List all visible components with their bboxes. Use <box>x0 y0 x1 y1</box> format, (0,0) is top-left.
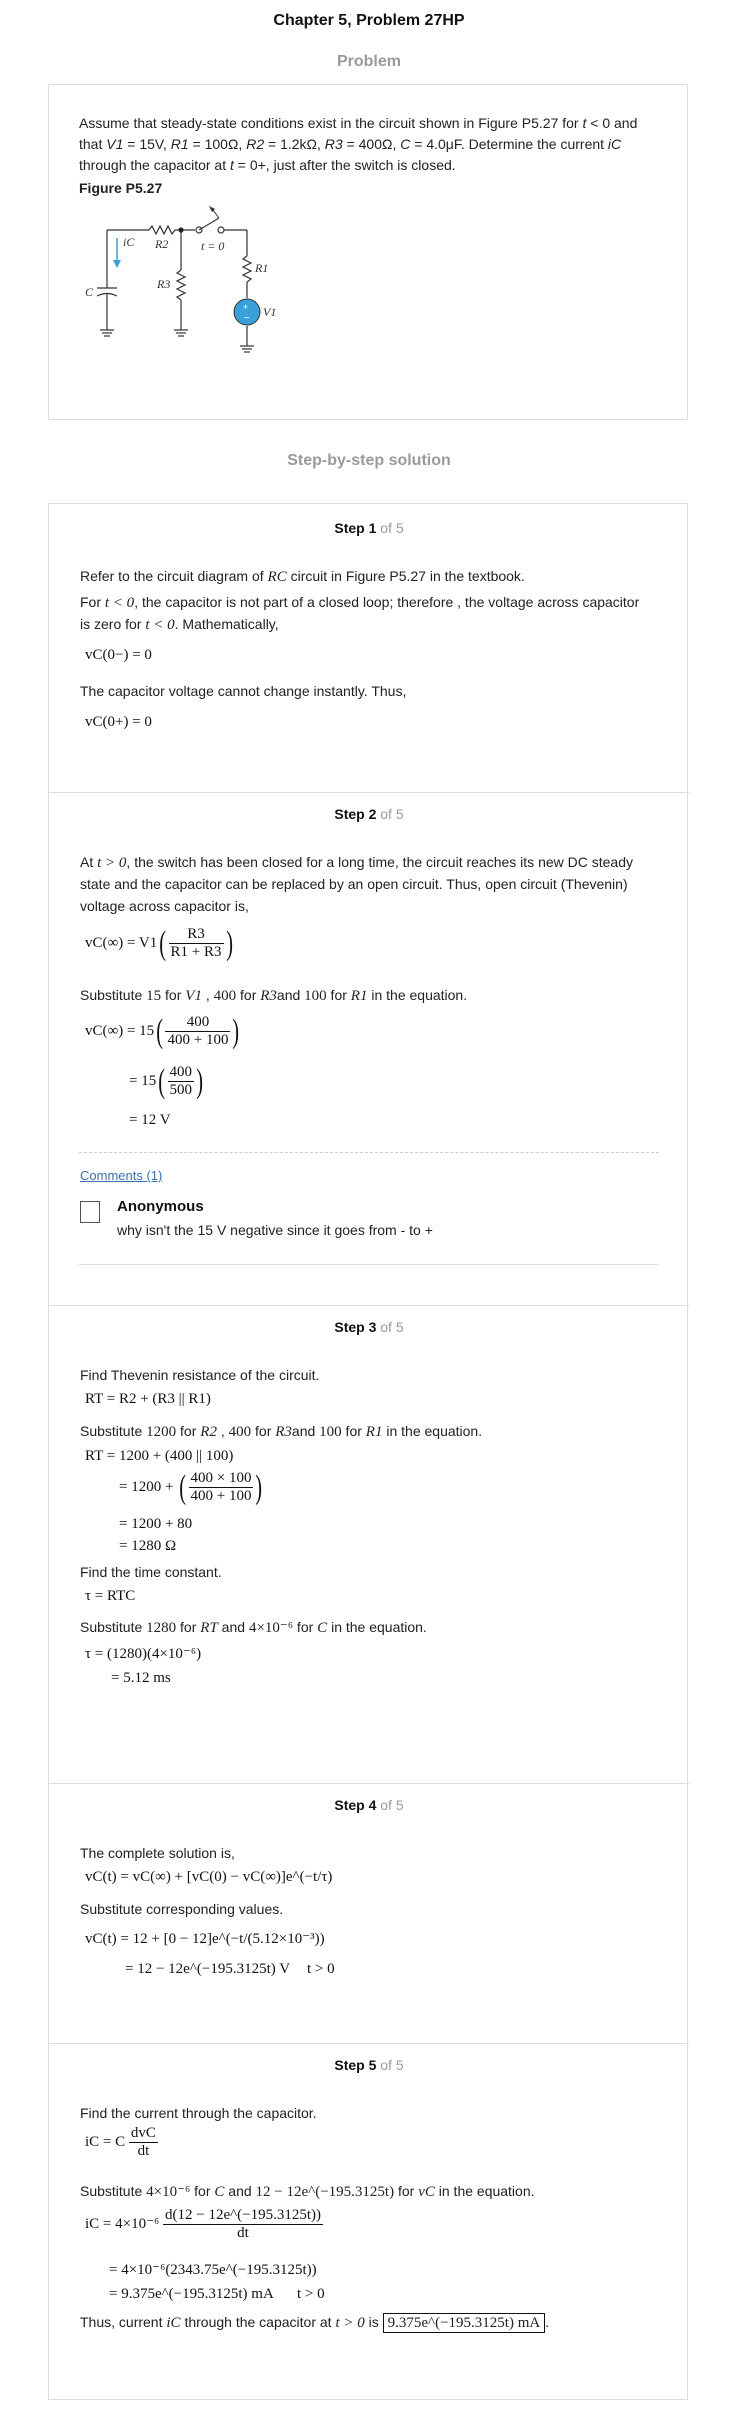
problem-heading: Problem <box>336 53 401 70</box>
step-2-substitute: Substitute 15 for V1 , 400 for R3and 100 for R1 in the equation. <box>80 987 468 1004</box>
svg-text:+: + <box>243 302 249 312</box>
step-2-line-3: voltage across capacitor is, <box>80 898 249 914</box>
step-3-eq-1: RT = R2 + (R3 || R1) <box>85 1391 211 1407</box>
comment-divider <box>79 1264 659 1265</box>
step-3-eq-7: τ = (1280)(4×10⁻⁶) <box>85 1646 202 1662</box>
step-3-line-1: Find Thevenin resistance of the circuit. <box>80 1367 320 1383</box>
step-2-line-2: state and the capacitor can be replaced by an open circuit. Thus, open circuit (Thevenin) <box>80 876 628 892</box>
step-2-eq-2: vC(∞) = 15( $\frac{400}{400 + 100}$ ) <box>85 1012 240 1050</box>
step-3-eq-5: = 1280 Ω <box>119 1538 177 1554</box>
step-1-title: Step 1 of 5 <box>334 520 404 536</box>
step-3-eq-4: = 1200 + 80 <box>119 1516 193 1532</box>
comment-text: why isn't the 15 V negative since it goes from - to + <box>117 1222 433 1238</box>
comments-link[interactable]: Comments (1) <box>80 1168 163 1183</box>
step-divider <box>49 1783 689 1784</box>
problem-card <box>48 84 688 420</box>
step-1-line-3: is zero for t < 0. Mathematically, <box>80 616 279 633</box>
step-4-line-1: The complete solution is, <box>80 1845 235 1861</box>
step-5-condition: t > 0 <box>297 2286 325 2302</box>
solution-heading: Step-by-step solution <box>287 452 451 469</box>
circuit-diagram <box>79 200 299 380</box>
step-5-line-1: Find the current through the capacitor. <box>80 2105 317 2121</box>
step-divider <box>49 1305 689 1306</box>
step-4-eq-1: vC(t) = vC(∞) + [vC(0) − vC(∞)]e^(−t/τ) <box>85 1869 333 1885</box>
step-5-eq-3: = 4×10⁻⁶(2343.75e^(−195.3125t)) <box>109 2262 317 2278</box>
step-4-eq-3: = 12 − 12e^(−195.3125t) V <box>125 1961 291 1977</box>
step-3-eq-2: RT = 1200 + (400 || 100) <box>85 1448 234 1464</box>
svg-text:−: − <box>244 313 250 324</box>
step-4-eq-2: vC(t) = 12 + [0 − 12]e^(−t/(5.12×10⁻³)) <box>85 1931 325 1947</box>
label-c: C <box>85 285 94 299</box>
step-3-substitute: Substitute 1200 for R2 , 400 for R3and 100 for R1 in the equation. <box>80 1423 483 1440</box>
step-2-eq-3: = 15( $\frac{400}{500}$ ) <box>129 1062 204 1100</box>
step-4-condition: t > 0 <box>307 1961 335 1977</box>
step-3-line-2: Find the time constant. <box>80 1564 222 1580</box>
problem-text: Assume that steady-state conditions exist in the circuit shown in Figure P5.27 for t < 0 and that V1 = 15V, R1 = 100Ω, R2 = 1.2kΩ, R3 = 400Ω, C = 4.0μF. Determine the current iC through the capacitor at t = 0+, just after the switch is closed. <box>79 115 638 173</box>
step-1-line-1: Refer to the circuit diagram of RC circuit in Figure P5.27 in the textbook. <box>80 568 525 585</box>
figure-label: Figure P5.27 <box>79 180 163 196</box>
step-5-conclusion: Thus, current iC through the capacitor at t > 0 is 9.375e^(−195.3125t) mA . <box>80 2314 550 2331</box>
step-5-title: Step 5 of 5 <box>334 2057 404 2073</box>
step-4-line-2: Substitute corresponding values. <box>80 1901 284 1917</box>
step-1-eq-2: vC(0+) = 0 <box>85 714 152 730</box>
step-2-eq-1: vC(∞) = V1( $\frac{R3}{R1 + R3}$ ) <box>85 924 233 962</box>
label-v1: V1 <box>263 305 277 319</box>
final-answer-box: 9.375e^(−195.3125t) mA <box>383 2313 546 2333</box>
step-3-substitute-2: Substitute 1280 for RT and 4×10⁻⁶ for C in the equation. <box>80 1619 427 1636</box>
step-1-line-2: For t < 0, the capacitor is not part of a closed loop; therefore , the voltage across capacitor <box>80 594 640 611</box>
step-5-eq-1: iC = C $\frac{\text{dvC}}{dt}$ <box>85 2125 156 2159</box>
step-4-title: Step 4 of 5 <box>334 1797 404 1813</box>
step-1-eq-1: vC(0−) = 0 <box>85 647 152 663</box>
current-arrow-icon <box>113 260 121 268</box>
step-3-eq-3: = 1200 + ( $\frac{400 \times 100}{400 + 100}$ ) <box>119 1468 263 1506</box>
comment-author: Anonymous <box>117 1198 204 1215</box>
step-3-title: Step 3 of 5 <box>334 1319 404 1335</box>
step-5-eq-2: iC = 4×10⁻⁶ $\frac{d(12 - 12e\^{}(-195.3125t))}{dt}$ <box>85 2207 322 2241</box>
step-2-line-1: At t > 0, the switch has been closed for a long time, the circuit reaches its new DC steady <box>80 854 633 871</box>
comment-checkbox[interactable] <box>80 1201 100 1223</box>
step-3-eq-6: τ = RTC <box>85 1588 136 1604</box>
node-dot <box>178 227 183 232</box>
step-2-eq-4: = 12 V <box>129 1112 171 1128</box>
label-r2: R2 <box>155 237 169 251</box>
solution-card <box>48 503 688 2400</box>
comments-divider <box>79 1152 659 1153</box>
step-2-title: Step 2 of 5 <box>334 806 404 822</box>
page-title: Chapter 5, Problem 27HP <box>273 12 465 29</box>
step-divider <box>49 792 689 793</box>
label-ic: iC <box>123 235 135 249</box>
label-t0: t = 0 <box>201 239 225 253</box>
label-r1: R1 <box>255 261 269 275</box>
label-r3: R3 <box>157 277 171 291</box>
step-5-eq-4: = 9.375e^(−195.3125t) mA <box>109 2286 274 2302</box>
step-5-substitute: Substitute 4×10⁻⁶ for C and 12 − 12e^(−195.3125t) for vC in the equation. <box>80 2183 535 2200</box>
step-3-eq-8: = 5.12 ms <box>111 1670 171 1686</box>
step-divider <box>49 2043 689 2044</box>
step-1-line-4: The capacitor voltage cannot change instantly. Thus, <box>80 683 407 699</box>
